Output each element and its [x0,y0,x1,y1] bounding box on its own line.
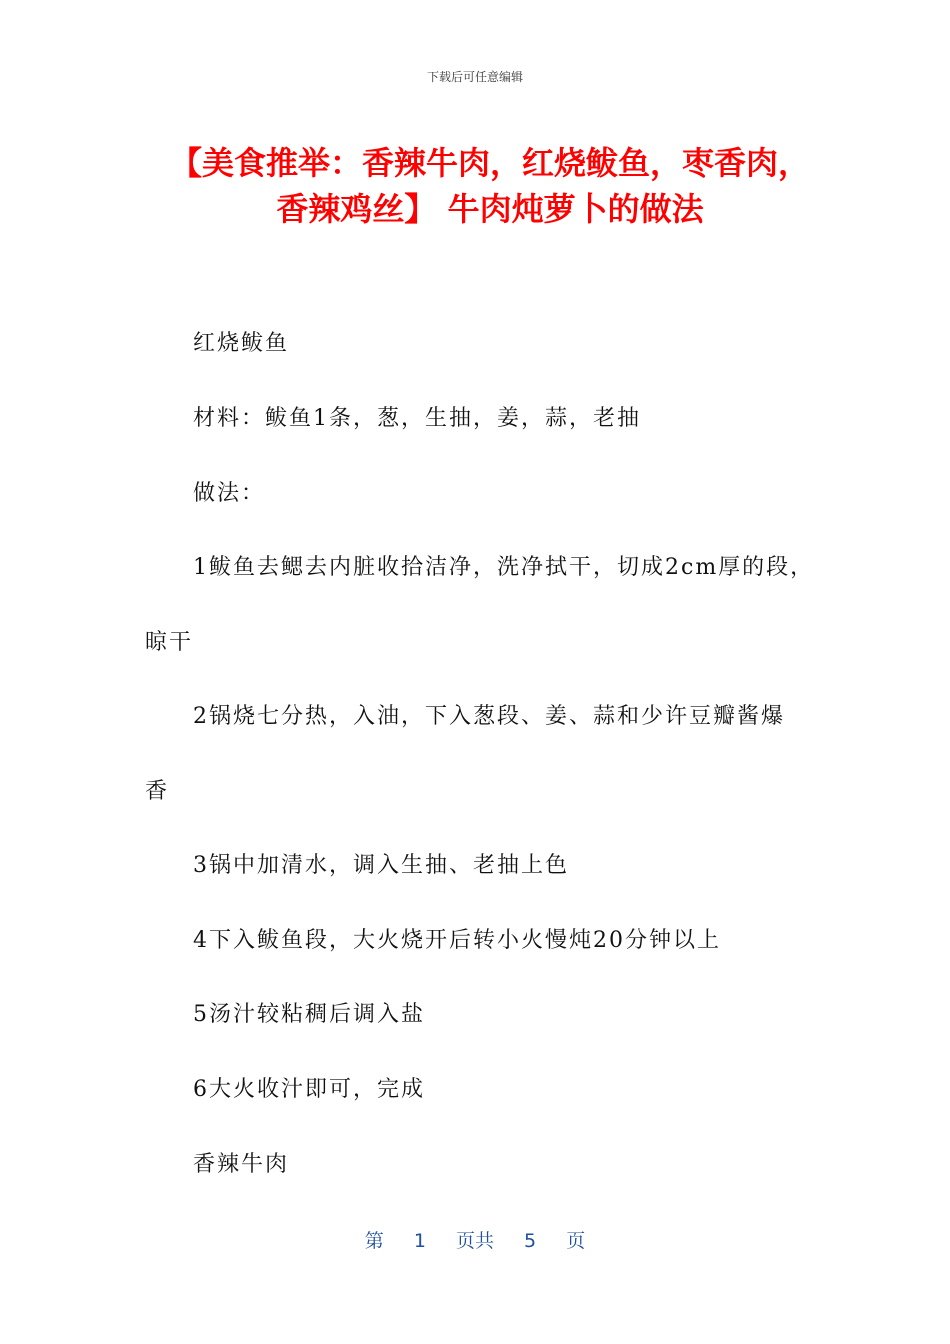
step-5: 5汤汁较粘稠后调入盐 [193,1002,425,1027]
footer-prefix: 第 [364,1230,384,1252]
step-6: 6大火收汁即可，完成 [193,1077,425,1102]
section-heading-spicy-beef: 香辣牛肉 [193,1152,290,1177]
document-title [150,140,830,232]
step-2-line-2: 香 [145,779,170,804]
step-1-line-1: 1鲅鱼去鳃去内脏收拾洁净，洗净拭干，切成2cm厚的段， [193,555,815,580]
step-4: 4下入鲅鱼段，大火烧开后转小火慢炖20分钟以上 [193,928,721,953]
title-line-1: 【美食推举：香辣牛肉，红烧鲅鱼，枣香肉， [169,144,810,182]
step-2-line-1: 2锅烧七分热，入油，下入葱段、姜、蒜和少许豆瓣酱爆 [193,704,785,729]
step-3: 3锅中加清水，调入生抽、老抽上色 [193,853,569,878]
method-label: 做法： [193,481,266,506]
header-note: 下载后可任意编辑 [426,70,523,84]
footer-total-pages: 5 [524,1230,537,1252]
ingredients-line: 材料：鲅鱼1条，葱，生抽，姜，蒜，老抽 [193,406,641,431]
page-number-footer [0,1226,950,1253]
footer-mid: 页共 [455,1230,494,1252]
footer-suffix: 页 [566,1230,586,1252]
step-1-line-2: 晾干 [145,630,194,655]
footer-current-page: 1 [413,1230,426,1252]
section-heading-braised-fish: 红烧鲅鱼 [193,331,290,356]
title-line-2: 香辣鸡丝】 牛肉炖萝卜的做法 [276,190,704,228]
